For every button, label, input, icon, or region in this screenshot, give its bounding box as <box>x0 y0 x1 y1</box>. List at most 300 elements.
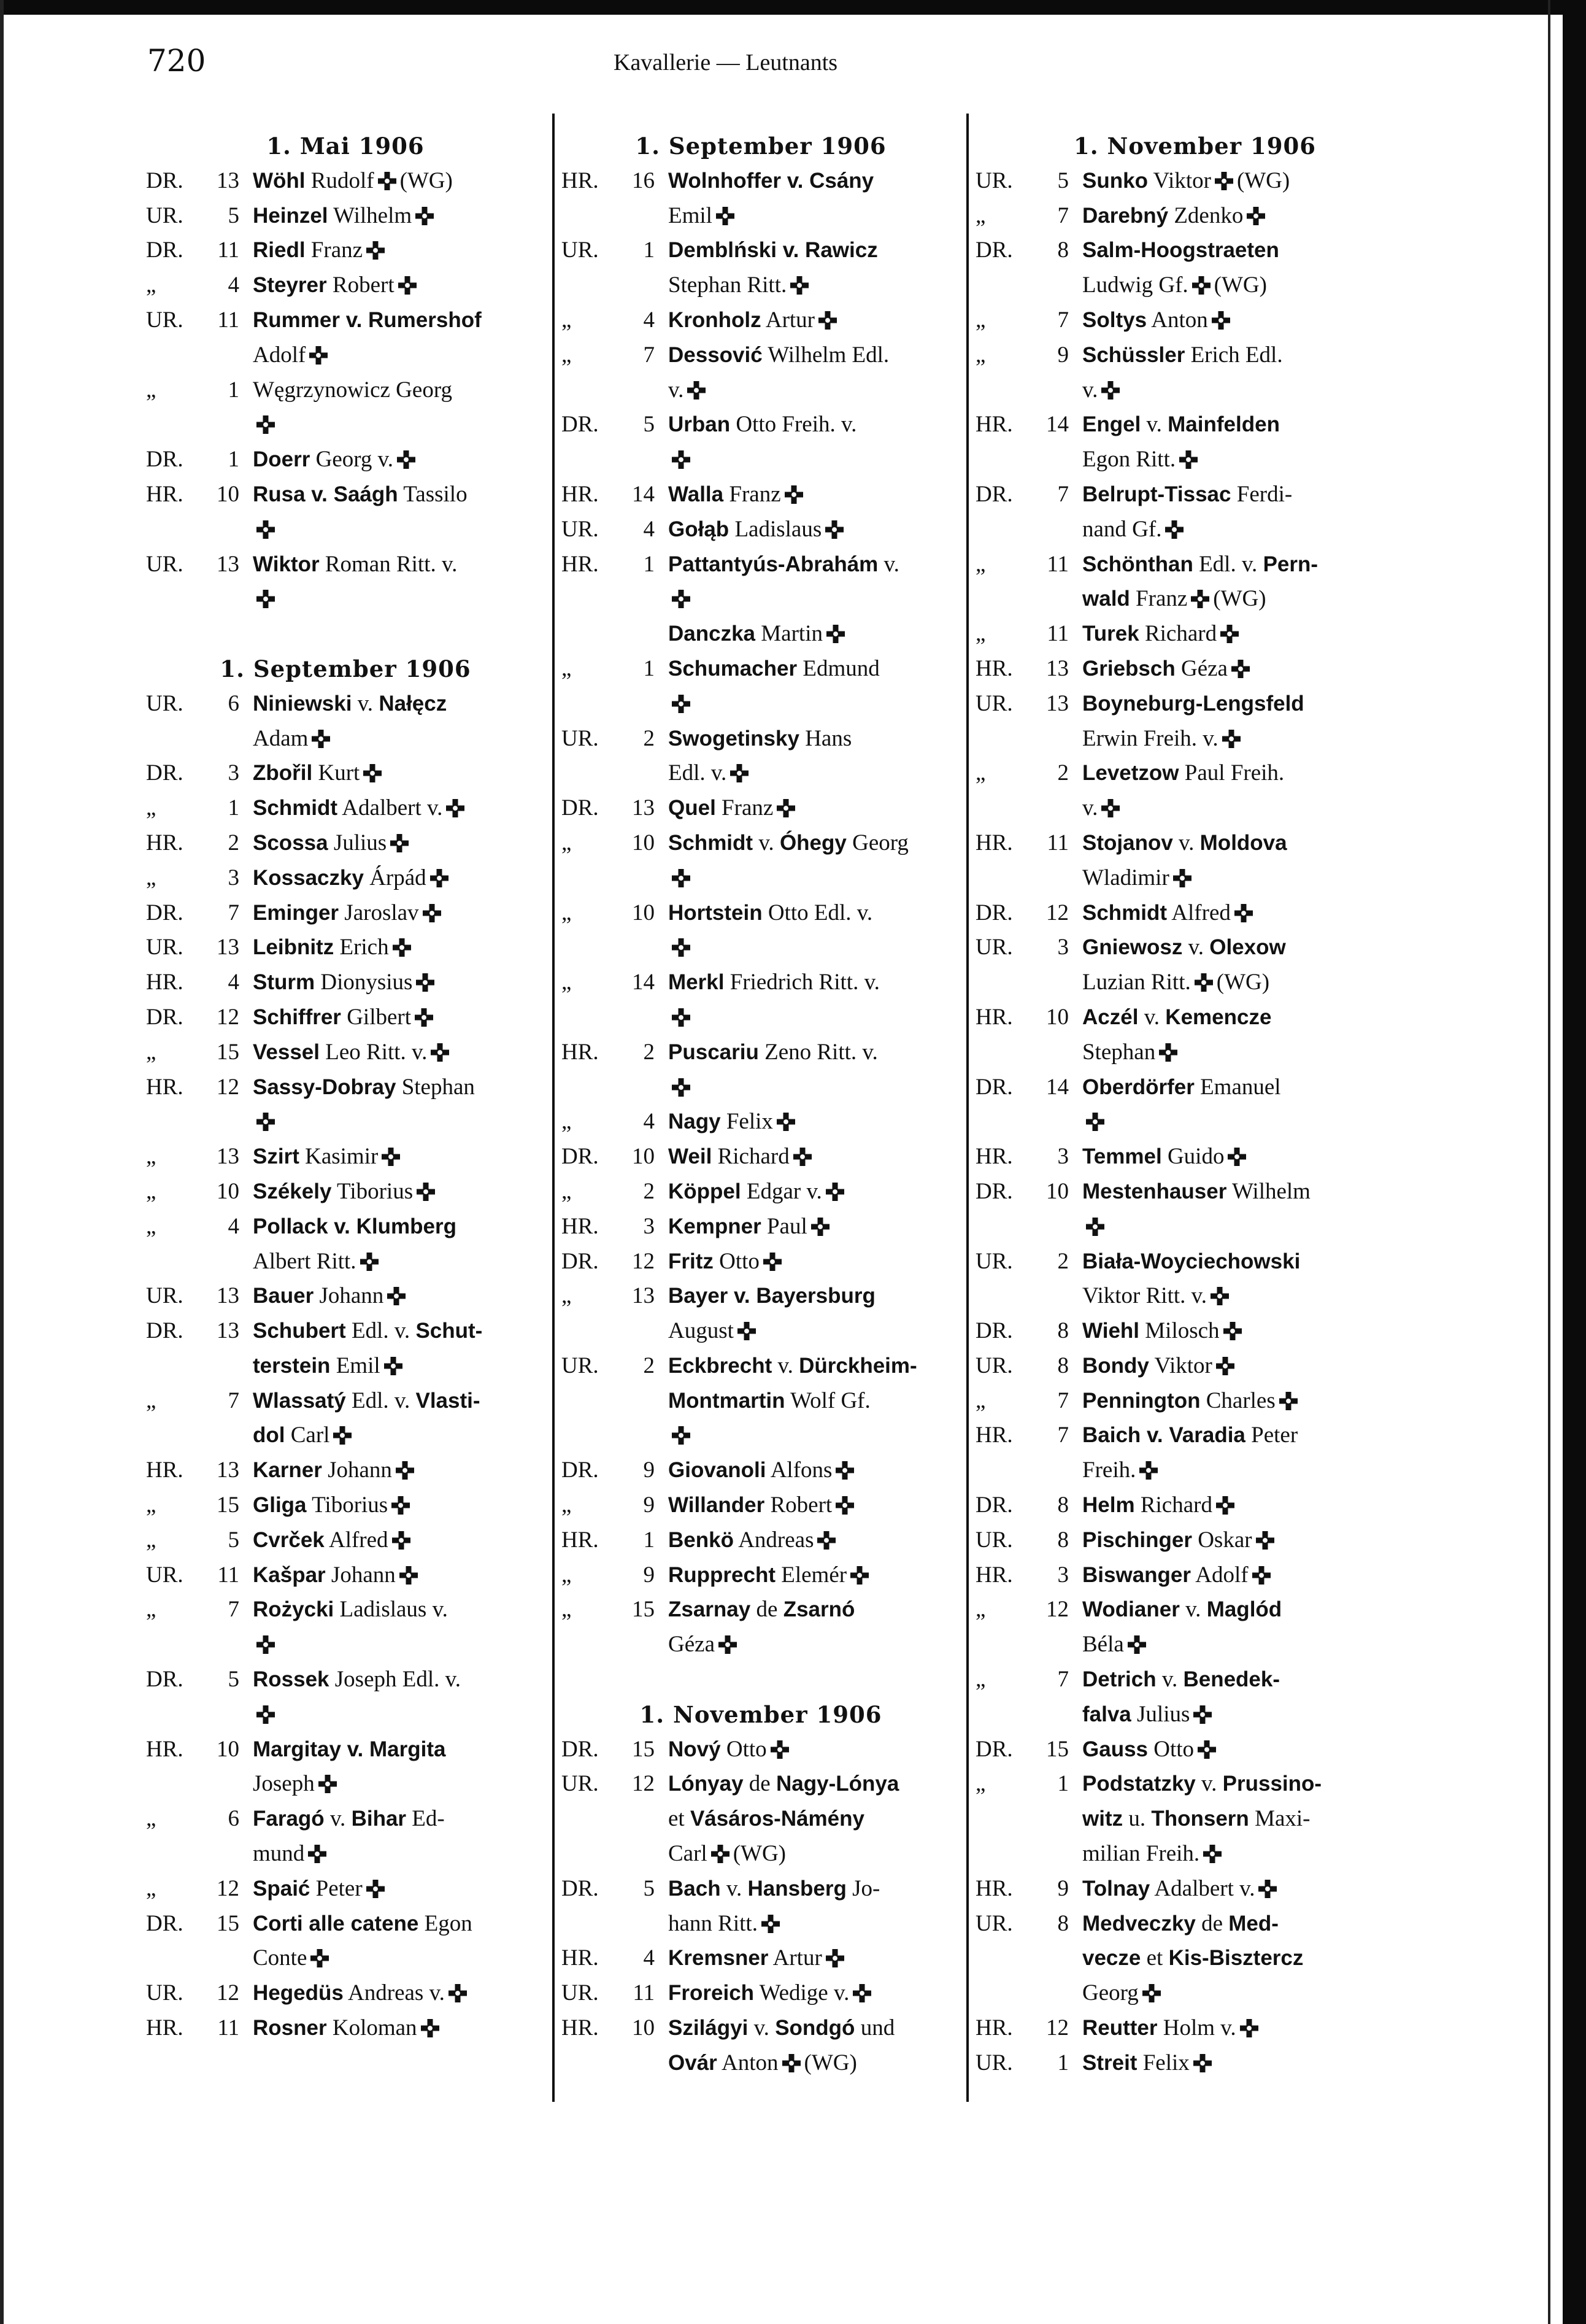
list-entry <box>976 1802 1414 1837</box>
regiment-number: 11 <box>1047 830 1069 855</box>
given-name: Robert <box>332 272 395 298</box>
officer-name <box>1082 407 1414 442</box>
list-entry <box>561 407 960 442</box>
given-name: v. <box>758 830 774 855</box>
officer-name <box>1082 826 1414 861</box>
list-entry <box>146 1175 545 1210</box>
regiment-type: „ <box>561 1597 572 1623</box>
regiment-type: „ <box>976 342 986 368</box>
regiment-type: „ <box>976 1388 986 1413</box>
regiment-type: „ <box>146 377 156 403</box>
decoration-note: (WG) <box>399 168 453 193</box>
decoration-note: (WG) <box>804 2050 857 2075</box>
military-cross-icon <box>1256 1531 1274 1550</box>
name-continuation-bold: Montmartin <box>668 1388 785 1413</box>
name-continuation: nand Gf. <box>1082 516 1162 542</box>
list-entry <box>976 1453 1414 1488</box>
name-continuation: Julius <box>1137 1701 1190 1727</box>
officer-name <box>253 199 545 234</box>
regiment-number: 8 <box>1057 1492 1069 1518</box>
officer-name <box>253 1558 545 1593</box>
list-entry <box>146 2011 545 2046</box>
surname: Fritz <box>668 1249 714 1273</box>
officer-name <box>1082 1314 1414 1349</box>
regiment-number: 10 <box>217 1178 239 1204</box>
regiment-number: 15 <box>217 1492 239 1518</box>
officer-name <box>668 477 960 512</box>
list-entry <box>561 582 960 617</box>
regiment-number: 11 <box>633 1980 655 2006</box>
list-entry <box>561 1767 960 1802</box>
military-cross-icon <box>1191 590 1209 608</box>
officer-name <box>1082 547 1414 582</box>
entry-continuation <box>976 791 1414 826</box>
name-continuation: Emil <box>336 1353 380 1378</box>
given-name: Roman Ritt. v. <box>325 551 458 577</box>
predicate-name: Bihar <box>351 1807 407 1831</box>
regiment-number: 8 <box>1057 1910 1069 1936</box>
surname: Streit <box>1082 2050 1138 2075</box>
entry-continuation <box>561 268 960 303</box>
predicate-name: Dürckheim- <box>799 1353 917 1378</box>
regiment-number: 4 <box>643 516 655 542</box>
list-entry <box>976 756 1414 791</box>
military-cross-icon <box>853 1984 871 2002</box>
surname: Wiktor <box>253 552 320 576</box>
regiment-type: UR. <box>976 1910 1013 1936</box>
regiment-number: 9 <box>1057 1875 1069 1901</box>
surname: Griebsch <box>1082 656 1176 681</box>
military-cross-icon <box>446 799 464 817</box>
list-entry <box>561 722 960 757</box>
surname: Kašpar <box>253 1562 326 1587</box>
officer-name <box>1082 2046 1414 2081</box>
list-entry <box>561 303 960 338</box>
military-cross-icon <box>817 1531 836 1550</box>
regiment-number: 5 <box>228 1527 239 1553</box>
list-entry <box>976 477 1414 512</box>
name-continuation: v. <box>668 377 684 403</box>
regiment-type: UR. <box>561 1353 599 1378</box>
officer-name <box>253 1175 545 1210</box>
military-cross-icon <box>256 1113 275 1131</box>
list-entry <box>976 1105 1414 1140</box>
regiment-type: HR. <box>146 481 183 507</box>
regiment-type: HR. <box>976 1004 1013 1030</box>
list-entry <box>976 1349 1414 1384</box>
surname: Pischinger <box>1082 1527 1192 1552</box>
regiment-type: „ <box>146 1213 156 1239</box>
predicate-name: Nagy-Lónya <box>776 1772 899 1796</box>
predicate-name: Hansberg <box>747 1876 847 1901</box>
name-continuation: Géza <box>668 1632 715 1658</box>
list-entry <box>146 1767 545 1802</box>
name-continuation: Albert Ritt. <box>253 1248 356 1274</box>
regiment-number: 4 <box>643 1109 655 1135</box>
regiment-number: 8 <box>1057 237 1069 263</box>
name-continuation: hann Ritt. <box>668 1910 758 1936</box>
regiment-number: 4 <box>228 272 239 298</box>
regiment-type: „ <box>561 1492 572 1518</box>
regiment-number: 10 <box>632 2015 655 2041</box>
military-cross-icon <box>1086 1218 1104 1236</box>
list-entry <box>976 1976 1414 2011</box>
military-cross-icon <box>1220 625 1239 643</box>
regiment-type: HR. <box>976 412 1013 438</box>
regiment-number: 13 <box>217 1457 239 1483</box>
officer-name <box>1082 1523 1414 1558</box>
military-cross-icon <box>1193 2054 1212 2072</box>
surname: Froreich <box>668 1981 755 2006</box>
given-name: Géza <box>1180 655 1228 681</box>
regiment-number: 11 <box>1047 621 1069 647</box>
predicate-name: Prussino- <box>1222 1772 1322 1796</box>
surname: Bauer <box>253 1284 314 1308</box>
regiment-number: 10 <box>632 1144 655 1170</box>
given-name: Artur <box>765 307 815 333</box>
military-cross-icon <box>826 1949 844 1967</box>
military-cross-icon <box>730 764 749 782</box>
section-date-heading: 1. September 1906 <box>220 655 471 682</box>
given-name: Georg v. <box>315 447 394 473</box>
given-name: Emanuel <box>1200 1074 1281 1100</box>
surname: Dessović <box>668 342 763 367</box>
surname: Schönthan <box>1082 552 1193 576</box>
regiment-number: 13 <box>217 1318 239 1344</box>
officer-name <box>253 861 545 896</box>
entry-continuation <box>976 1976 1414 2011</box>
name-continuation: Adam <box>253 725 309 751</box>
name-continuation: Ed- <box>412 1806 445 1832</box>
officer-name <box>1082 233 1414 268</box>
name-continuation-bold: Ovár <box>668 2050 717 2075</box>
regiment-number: 7 <box>643 342 655 368</box>
section-date-heading: 1. November 1906 <box>639 1701 882 1728</box>
regiment-number: 13 <box>217 168 239 193</box>
officer-name <box>1082 164 1414 199</box>
military-cross-icon <box>1231 660 1250 678</box>
regiment-type: „ <box>561 307 572 333</box>
regiment-number: 13 <box>217 1144 239 1170</box>
surname: Leibnitz <box>253 935 334 960</box>
military-cross-icon <box>785 485 803 504</box>
military-cross-icon <box>1173 869 1191 887</box>
regiment-number: 7 <box>228 900 239 925</box>
list-entry <box>146 442 545 477</box>
military-cross-icon <box>256 415 275 434</box>
scan-border-left <box>0 0 4 2324</box>
regiment-number: 8 <box>1057 1527 1069 1553</box>
regiment-type: DR. <box>146 237 183 263</box>
officer-name <box>1082 1175 1414 1210</box>
list-entry <box>976 1592 1414 1627</box>
given-name: v. <box>357 690 374 716</box>
officer-name <box>1082 687 1414 722</box>
regiment-number: 10 <box>632 900 655 925</box>
given-name: Gilbert <box>347 1004 411 1030</box>
given-name: v. <box>883 551 899 577</box>
surname: Sunko <box>1082 168 1148 193</box>
surname: Eckbrecht <box>668 1353 772 1378</box>
regiment-type: DR. <box>561 412 599 438</box>
military-cross-icon <box>390 834 409 852</box>
officer-name <box>253 373 545 408</box>
list-entry <box>976 687 1414 722</box>
list-entry <box>561 965 960 1000</box>
surname: Schmidt <box>668 830 753 855</box>
military-cross-icon <box>850 1566 869 1585</box>
name-continuation: Georg <box>1082 1980 1139 2006</box>
surname: Zsarnay <box>668 1597 751 1622</box>
given-name: Zdenko <box>1174 203 1244 228</box>
officer-name <box>668 1175 960 1210</box>
scan-border-top <box>0 0 1586 15</box>
surname: Podstatzky <box>1082 1772 1196 1796</box>
entry-continuation <box>976 582 1414 617</box>
regiment-number: 11 <box>217 1562 239 1588</box>
military-cross-icon <box>318 1775 337 1793</box>
regiment-type: HR. <box>561 1039 599 1065</box>
given-name: Erich Edl. <box>1190 342 1283 368</box>
officer-name <box>253 1279 545 1314</box>
military-cross-icon <box>1159 1043 1177 1062</box>
predicate-name: Óhegy <box>779 830 847 855</box>
list-entry <box>976 1140 1414 1175</box>
military-cross-icon <box>771 1740 789 1759</box>
entry-continuation <box>146 1349 545 1384</box>
officer-name <box>253 1000 545 1035</box>
officer-name <box>668 1453 960 1488</box>
decoration-note: (WG) <box>1236 168 1290 193</box>
given-name: Edl. v. <box>352 1388 410 1413</box>
entry-continuation <box>146 1767 545 1802</box>
surname: Rossek <box>253 1667 329 1692</box>
list-entry <box>561 1488 960 1523</box>
military-cross-icon <box>1212 311 1230 330</box>
list-entry <box>976 1662 1414 1697</box>
given-name: Kasimir <box>305 1144 379 1170</box>
regiment-type: UR. <box>976 690 1013 716</box>
name-continuation-bold: terstein <box>253 1353 331 1378</box>
officer-name <box>1082 1732 1414 1767</box>
regiment-type: „ <box>146 1388 156 1413</box>
list-entry <box>561 1802 960 1837</box>
given-name: Franz <box>729 481 781 507</box>
list-entry <box>146 233 545 268</box>
surname: Pattantyús-Abrahám <box>668 552 879 576</box>
officer-name <box>668 338 960 373</box>
surname: Wolnhoffer v. Csány <box>668 168 874 193</box>
entry-continuation <box>976 1453 1414 1488</box>
surname: Hortstein <box>668 900 763 925</box>
list-entry <box>561 1349 960 1384</box>
regiment-type: „ <box>561 970 572 995</box>
surname: Weil <box>668 1145 712 1169</box>
entry-continuation <box>146 1837 545 1872</box>
regiment-type: HR. <box>976 1875 1013 1901</box>
regiment-type: „ <box>561 1562 572 1588</box>
surname: Salm-Hoogstraeten <box>1082 238 1279 263</box>
entry-continuation <box>976 1035 1414 1070</box>
military-cross-icon <box>672 1008 690 1027</box>
military-cross-icon <box>392 1531 410 1550</box>
officer-name <box>668 1105 960 1140</box>
surname: Willander <box>668 1493 765 1518</box>
given-name: Koloman <box>332 2015 417 2041</box>
list-entry <box>561 442 960 477</box>
list-entry <box>146 1523 545 1558</box>
officer-name <box>253 1662 545 1697</box>
regiment-type: HR. <box>146 1457 183 1483</box>
name-continuation: Erwin Freih. v. <box>1082 725 1218 751</box>
entry-continuation <box>561 687 960 722</box>
entry-continuation <box>976 965 1414 1000</box>
list-entry <box>146 373 545 408</box>
officer-name <box>253 826 545 861</box>
regiment-number: 2 <box>643 1353 655 1378</box>
officer-name <box>253 930 545 965</box>
list-entry <box>146 1558 545 1593</box>
entry-continuation <box>976 1837 1414 1872</box>
list-entry <box>146 1697 545 1732</box>
given-name: Árpád <box>369 865 426 890</box>
list-entry <box>146 1453 545 1488</box>
officer-name <box>668 1558 960 1593</box>
list-entry <box>976 373 1414 408</box>
entry-continuation <box>976 722 1414 757</box>
officer-name <box>668 791 960 826</box>
name-continuation-bold: Danczka <box>668 622 756 646</box>
list-entry <box>146 756 545 791</box>
surname: Eminger <box>253 900 339 925</box>
surname: Helm <box>1082 1493 1135 1518</box>
surname: Schmidt <box>253 796 338 820</box>
entry-continuation <box>561 1627 960 1662</box>
name-continuation: Maxi- <box>1255 1806 1311 1832</box>
given-name: Leo Ritt. v. <box>325 1039 428 1065</box>
list-entry <box>976 1245 1414 1280</box>
military-cross-icon <box>782 2054 801 2072</box>
officer-name <box>1082 1662 1414 1697</box>
officer-name <box>1082 338 1414 373</box>
military-cross-icon <box>818 311 837 330</box>
military-cross-icon <box>825 520 844 539</box>
list-entry <box>976 791 1414 826</box>
list-entry <box>976 930 1414 965</box>
given-name: Alfons <box>770 1457 833 1483</box>
list-entry <box>561 1035 960 1070</box>
officer-name <box>1082 1070 1414 1105</box>
name-continuation: Béla <box>1082 1632 1124 1658</box>
regiment-type: UR. <box>976 168 1013 193</box>
officer-name <box>253 965 545 1000</box>
given-name: Viktor <box>1153 168 1211 193</box>
surname: Oberdörfer <box>1082 1075 1195 1099</box>
given-name: de <box>756 1597 778 1623</box>
officer-name <box>668 896 960 931</box>
regiment-number: 3 <box>228 865 239 890</box>
entry-continuation <box>976 1627 1414 1662</box>
predicate-name: Vlasti- <box>415 1388 480 1413</box>
given-name: Johann <box>331 1562 396 1588</box>
officer-name <box>253 233 545 268</box>
military-cross-icon <box>309 346 328 365</box>
list-entry <box>976 1523 1414 1558</box>
regiment-type: „ <box>976 760 986 786</box>
list-entry <box>561 1000 960 1035</box>
regiment-number: 10 <box>632 830 655 855</box>
regiment-number: 2 <box>643 1039 655 1065</box>
military-cross-icon <box>761 1915 780 1933</box>
officer-name <box>668 1523 960 1558</box>
regiment-type: DR. <box>561 795 599 821</box>
given-name: Richard <box>717 1144 790 1170</box>
regiment-number: 9 <box>643 1492 655 1518</box>
military-cross-icon <box>417 1183 435 1201</box>
regiment-number: 1 <box>643 551 655 577</box>
military-cross-icon <box>716 207 734 225</box>
regiment-type: DR. <box>146 168 183 193</box>
regiment-type: UR. <box>561 237 599 263</box>
regiment-type: DR. <box>561 1457 599 1483</box>
surname: Riedl <box>253 238 306 263</box>
regiment-number: 12 <box>217 1980 239 2006</box>
given-name: v. <box>726 1875 742 1901</box>
officer-name <box>668 1592 960 1627</box>
regiment-number: 16 <box>632 168 655 193</box>
name-continuation: Conte <box>253 1945 307 1971</box>
entry-continuation <box>146 1245 545 1280</box>
given-name: Stephan <box>401 1074 475 1100</box>
regiment-type: „ <box>146 272 156 298</box>
regiment-number: 7 <box>228 1388 239 1413</box>
entry-continuation <box>561 1802 960 1837</box>
officer-name <box>1082 1000 1414 1035</box>
section-date-heading: 1. November 1906 <box>1074 133 1316 160</box>
officer-name <box>253 1872 545 1907</box>
regiment-type: HR. <box>146 970 183 995</box>
list-entry <box>561 164 960 199</box>
name-continuation: u. <box>1128 1806 1146 1832</box>
decoration-note: (WG) <box>733 1841 786 1867</box>
regiment-number: 6 <box>228 1806 239 1832</box>
regiment-number: 2 <box>228 830 239 855</box>
officer-name <box>1082 1245 1414 1280</box>
officer-name <box>253 303 545 338</box>
regiment-number: 5 <box>228 203 239 228</box>
military-cross-icon <box>448 1984 467 2002</box>
given-name: Wilhelm Edl. <box>768 342 890 368</box>
regiment-number: 7 <box>1057 1423 1069 1448</box>
officer-name <box>1082 1907 1414 1942</box>
name-continuation: Anton <box>722 2050 779 2075</box>
regiment-type: HR. <box>976 2015 1013 2041</box>
surname: Schubert <box>253 1319 346 1343</box>
regiment-number: 10 <box>217 1736 239 1762</box>
military-cross-icon <box>398 276 417 295</box>
regiment-number: 8 <box>1057 1318 1069 1344</box>
list-entry <box>561 547 960 582</box>
list-entry <box>146 1349 545 1384</box>
officer-name <box>668 547 960 582</box>
given-name: Friedrich Ritt. v. <box>729 970 880 995</box>
list-entry <box>146 826 545 861</box>
name-continuation: mund <box>253 1841 305 1867</box>
name-continuation: Jo- <box>852 1875 880 1901</box>
military-cross-icon <box>416 973 434 992</box>
regiment-number: 12 <box>217 1875 239 1901</box>
regiment-type: UR. <box>561 1771 599 1797</box>
